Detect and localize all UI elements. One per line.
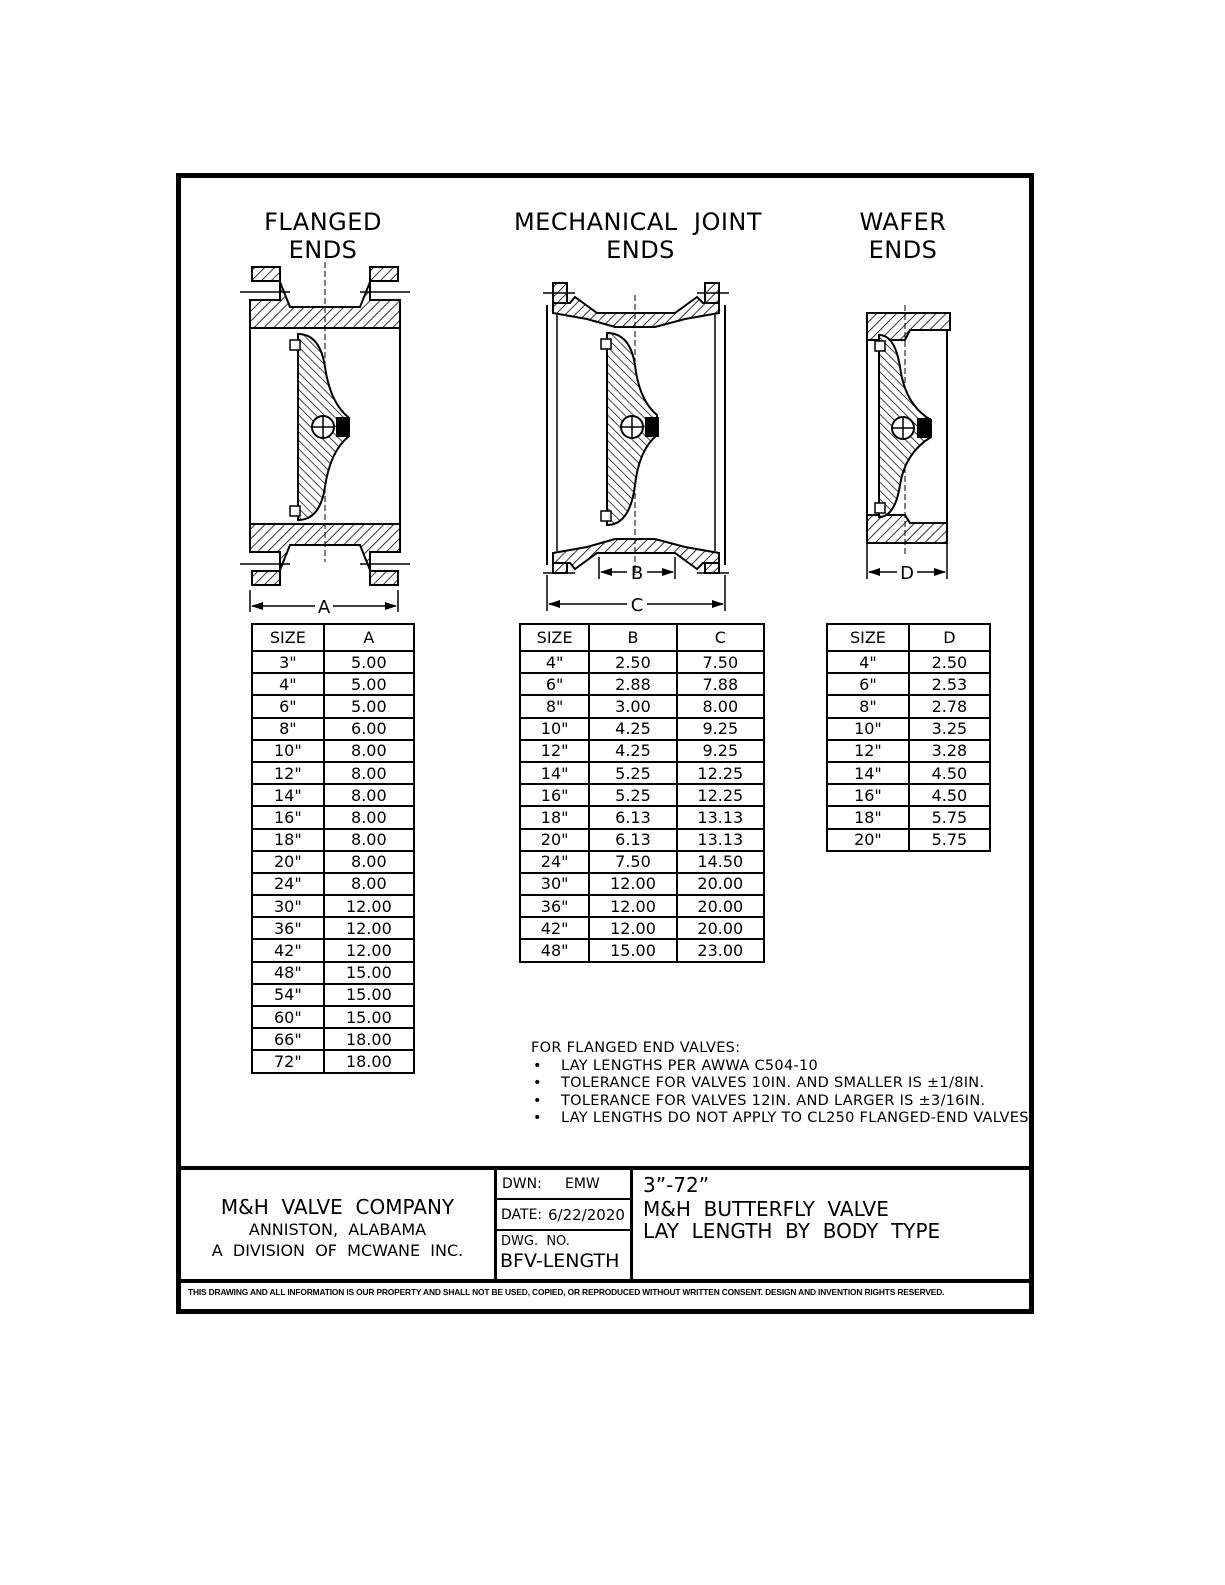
size-cell: 6": [252, 695, 324, 717]
title-block-top-rule: [181, 1166, 1029, 1170]
title-block-divider: [495, 1198, 631, 1200]
value-cell: 8.00: [324, 784, 414, 806]
dimension-b-label: B: [630, 563, 644, 584]
table-row: [252, 806, 414, 828]
size-cell: 4": [252, 673, 324, 695]
mechanical-joint-valve-drawing: [535, 275, 745, 620]
value-cell: 3.28: [909, 740, 990, 762]
value-cell: 8.00: [324, 740, 414, 762]
value-cell: 8.00: [324, 806, 414, 828]
table-row: [827, 718, 990, 740]
value-cell: 4.25: [589, 740, 676, 762]
date-label: DATE:: [501, 1207, 543, 1223]
size-cell: 8": [827, 695, 909, 717]
size-cell: 20": [520, 829, 589, 851]
table-row: [252, 695, 414, 717]
size-cell: 10": [252, 740, 324, 762]
drawn-by-value: EMW: [565, 1176, 600, 1192]
value-cell: 15.00: [324, 1006, 414, 1028]
table-row: [252, 895, 414, 917]
mechanical-top-body: [553, 297, 719, 327]
title-block-bottom-rule: [181, 1279, 1029, 1283]
value-cell: 5.25: [589, 762, 676, 784]
value-cell: 5.25: [589, 784, 676, 806]
table-header-row: [827, 624, 990, 651]
value-cell: 9.25: [677, 718, 764, 740]
copyright-notice: THIS DRAWING AND ALL INFORMATION IS OUR PROPERTY AND SHALL NOT BE USED, COPIED, OR REPRODUCED WITHOUT WRITTEN CONSENT. DESIGN AND INVENTION RIGHTS RESERVED.: [188, 1287, 945, 1297]
size-cell: 4": [827, 651, 909, 673]
value-cell: 13.13: [677, 829, 764, 851]
table-row: [827, 695, 990, 717]
flanged-title: [243, 208, 403, 264]
value-cell: 18.00: [324, 1028, 414, 1050]
size-cell: 12": [827, 740, 909, 762]
table-row: [520, 939, 764, 961]
drawing-number-label: DWG. NO.: [501, 1234, 570, 1249]
table-row: [827, 673, 990, 695]
flanged-top-right-flange: [370, 267, 398, 281]
table-header-row: [520, 624, 764, 651]
value-cell: 6.13: [589, 806, 676, 828]
company-location: ANNISTON, ALABAMA: [248, 1220, 427, 1239]
size-cell: 30": [252, 895, 324, 917]
size-cell: 48": [520, 939, 589, 961]
dimension-a-label: A: [317, 597, 331, 618]
size-cell: 66": [252, 1028, 324, 1050]
size-range: 3”-72”: [643, 1173, 710, 1197]
table-row: [252, 718, 414, 740]
date-value: 6/22/2020: [548, 1206, 625, 1224]
size-cell: 36": [252, 917, 324, 939]
dimension-d-label: D: [900, 563, 914, 584]
table-row: [252, 673, 414, 695]
size-cell: 18": [520, 806, 589, 828]
table-row: [520, 695, 764, 717]
notes-heading: FOR FLANGED END VALVES:: [531, 1040, 741, 1056]
value-cell: 2.78: [909, 695, 990, 717]
mechanical-joint-lay-length-table: [519, 623, 765, 963]
note-item: • LAY LENGTHS PER AWWA C504-10: [561, 1058, 1034, 1076]
mechanical-title-line2: ENDS: [606, 236, 675, 264]
table-row: [252, 917, 414, 939]
value-cell: 2.53: [909, 673, 990, 695]
size-cell: 24": [252, 873, 324, 895]
drawing-title-line1: M&H BUTTERFLY VALVE: [643, 1197, 889, 1221]
flanged-title-line2: ENDS: [288, 236, 358, 264]
column-header: D: [909, 624, 990, 651]
size-cell: 12": [520, 740, 589, 762]
size-cell: 3": [252, 651, 324, 673]
table-row: [252, 1006, 414, 1028]
size-cell: 6": [827, 673, 909, 695]
table-row: [827, 829, 990, 851]
size-cell: 72": [252, 1050, 324, 1072]
value-cell: 5.00: [324, 695, 414, 717]
table-row: [827, 651, 990, 673]
value-cell: 4.50: [909, 762, 990, 784]
value-cell: 13.13: [677, 806, 764, 828]
value-cell: 4.25: [589, 718, 676, 740]
table-row: [520, 762, 764, 784]
flanged-top-left-flange: [252, 267, 280, 281]
table-row: [252, 829, 414, 851]
size-cell: 4": [520, 651, 589, 673]
value-cell: 5.00: [324, 673, 414, 695]
wafer-bottom-body: [867, 515, 947, 543]
table-row: [252, 740, 414, 762]
value-cell: 9.25: [677, 740, 764, 762]
value-cell: 20.00: [677, 917, 764, 939]
table-row: [520, 917, 764, 939]
size-cell: 6": [520, 673, 589, 695]
value-cell: 18.00: [324, 1050, 414, 1072]
table-row: [252, 762, 414, 784]
value-cell: 7.50: [677, 651, 764, 673]
value-cell: 20.00: [677, 873, 764, 895]
value-cell: 5.75: [909, 806, 990, 828]
value-cell: 7.50: [589, 851, 676, 873]
note-item: • LAY LENGTHS DO NOT APPLY TO CL250 FLANGED-END VALVES.: [561, 1110, 1034, 1128]
value-cell: 2.50: [589, 651, 676, 673]
table-row: [827, 806, 990, 828]
table-row: [520, 829, 764, 851]
value-cell: 12.00: [589, 917, 676, 939]
value-cell: 12.25: [677, 784, 764, 806]
table-row: [520, 873, 764, 895]
value-cell: 8.00: [324, 829, 414, 851]
column-header: A: [324, 624, 414, 651]
value-cell: 3.00: [589, 695, 676, 717]
size-cell: 20": [827, 829, 909, 851]
table-row: [252, 784, 414, 806]
drawn-by-label: DWN:: [502, 1176, 542, 1192]
title-block-divider: [630, 1168, 633, 1281]
wafer-title: [843, 208, 963, 264]
value-cell: 15.00: [324, 984, 414, 1006]
value-cell: 4.50: [909, 784, 990, 806]
size-cell: 42": [520, 917, 589, 939]
company-division: A DIVISION OF MCWANE INC.: [211, 1241, 464, 1260]
table-row: [252, 1028, 414, 1050]
size-cell: 20": [252, 851, 324, 873]
size-cell: 10": [827, 718, 909, 740]
size-cell: 8": [520, 695, 589, 717]
flanged-title-line1: FLANGED: [264, 208, 382, 236]
flanged-lay-length-table: [251, 623, 415, 1074]
table-row: [827, 784, 990, 806]
table-header-row: [252, 624, 414, 651]
wafer-valve-drawing: [855, 305, 965, 590]
column-header: C: [677, 624, 764, 651]
note-item: • TOLERANCE FOR VALVES 10IN. AND SMALLER IS ±1/8IN.: [561, 1075, 1034, 1093]
mechanical-title-line1: MECHANICAL JOINT: [513, 208, 763, 236]
flanged-valve-drawing: [230, 262, 420, 622]
size-cell: 42": [252, 939, 324, 961]
size-cell: 18": [827, 806, 909, 828]
table-row: [520, 718, 764, 740]
table-row: [252, 851, 414, 873]
size-cell: 10": [520, 718, 589, 740]
value-cell: 6.13: [589, 829, 676, 851]
table-row: [827, 762, 990, 784]
company-name: M&H VALVE COMPANY: [220, 1195, 455, 1219]
value-cell: 12.00: [324, 939, 414, 961]
value-cell: 12.25: [677, 762, 764, 784]
table-row: [520, 784, 764, 806]
size-cell: 24": [520, 851, 589, 873]
flanged-bottom-right-flange: [370, 571, 398, 585]
table-row: [252, 651, 414, 673]
wafer-lay-length-table: [826, 623, 991, 852]
table-row: [252, 984, 414, 1006]
size-cell: 60": [252, 1006, 324, 1028]
value-cell: 5.00: [324, 651, 414, 673]
size-cell: 12": [252, 762, 324, 784]
size-cell: 36": [520, 895, 589, 917]
value-cell: 6.00: [324, 718, 414, 740]
value-cell: 8.00: [324, 873, 414, 895]
table-row: [520, 651, 764, 673]
table-row: [520, 740, 764, 762]
value-cell: 15.00: [589, 939, 676, 961]
value-cell: 3.25: [909, 718, 990, 740]
table-row: [252, 962, 414, 984]
column-header: SIZE: [827, 624, 909, 651]
flanged-bottom-left-flange: [252, 571, 280, 585]
column-header: SIZE: [252, 624, 324, 651]
wafer-title-line2: ENDS: [868, 236, 938, 264]
column-header: SIZE: [520, 624, 589, 651]
size-cell: 14": [827, 762, 909, 784]
value-cell: 8.00: [324, 851, 414, 873]
value-cell: 23.00: [677, 939, 764, 961]
size-cell: 16": [252, 806, 324, 828]
flanged-notes: [531, 1040, 1034, 1128]
mechanical-title: [500, 208, 776, 264]
size-cell: 54": [252, 984, 324, 1006]
notes-list: [531, 1058, 1034, 1128]
title-block-divider: [494, 1168, 497, 1281]
value-cell: 12.00: [324, 895, 414, 917]
table-row: [252, 1050, 414, 1072]
drawing-title-line2: LAY LENGTH BY BODY TYPE: [643, 1219, 941, 1243]
value-cell: 5.75: [909, 829, 990, 851]
value-cell: 12.00: [324, 917, 414, 939]
size-cell: 14": [520, 762, 589, 784]
size-cell: 16": [827, 784, 909, 806]
table-row: [520, 673, 764, 695]
table-row: [252, 939, 414, 961]
value-cell: 20.00: [677, 895, 764, 917]
table-row: [520, 806, 764, 828]
size-cell: 18": [252, 829, 324, 851]
dimension-c-label: C: [630, 595, 644, 616]
size-cell: 14": [252, 784, 324, 806]
value-cell: 7.88: [677, 673, 764, 695]
value-cell: 12.00: [589, 873, 676, 895]
size-cell: 48": [252, 962, 324, 984]
size-cell: 30": [520, 873, 589, 895]
note-item: • TOLERANCE FOR VALVES 12IN. AND LARGER IS ±3/16IN.: [561, 1093, 1034, 1111]
value-cell: 14.50: [677, 851, 764, 873]
wafer-title-line1: WAFER: [859, 208, 947, 236]
value-cell: 8.00: [324, 762, 414, 784]
value-cell: 15.00: [324, 962, 414, 984]
drawing-number-value: BFV-LENGTH: [500, 1250, 620, 1272]
value-cell: 8.00: [677, 695, 764, 717]
value-cell: 12.00: [589, 895, 676, 917]
table-row: [520, 895, 764, 917]
value-cell: 2.50: [909, 651, 990, 673]
size-cell: 8": [252, 718, 324, 740]
title-block-divider: [495, 1229, 631, 1231]
size-cell: 16": [520, 784, 589, 806]
table-row: [827, 740, 990, 762]
table-row: [520, 851, 764, 873]
table-row: [252, 873, 414, 895]
value-cell: 2.88: [589, 673, 676, 695]
column-header: B: [589, 624, 676, 651]
